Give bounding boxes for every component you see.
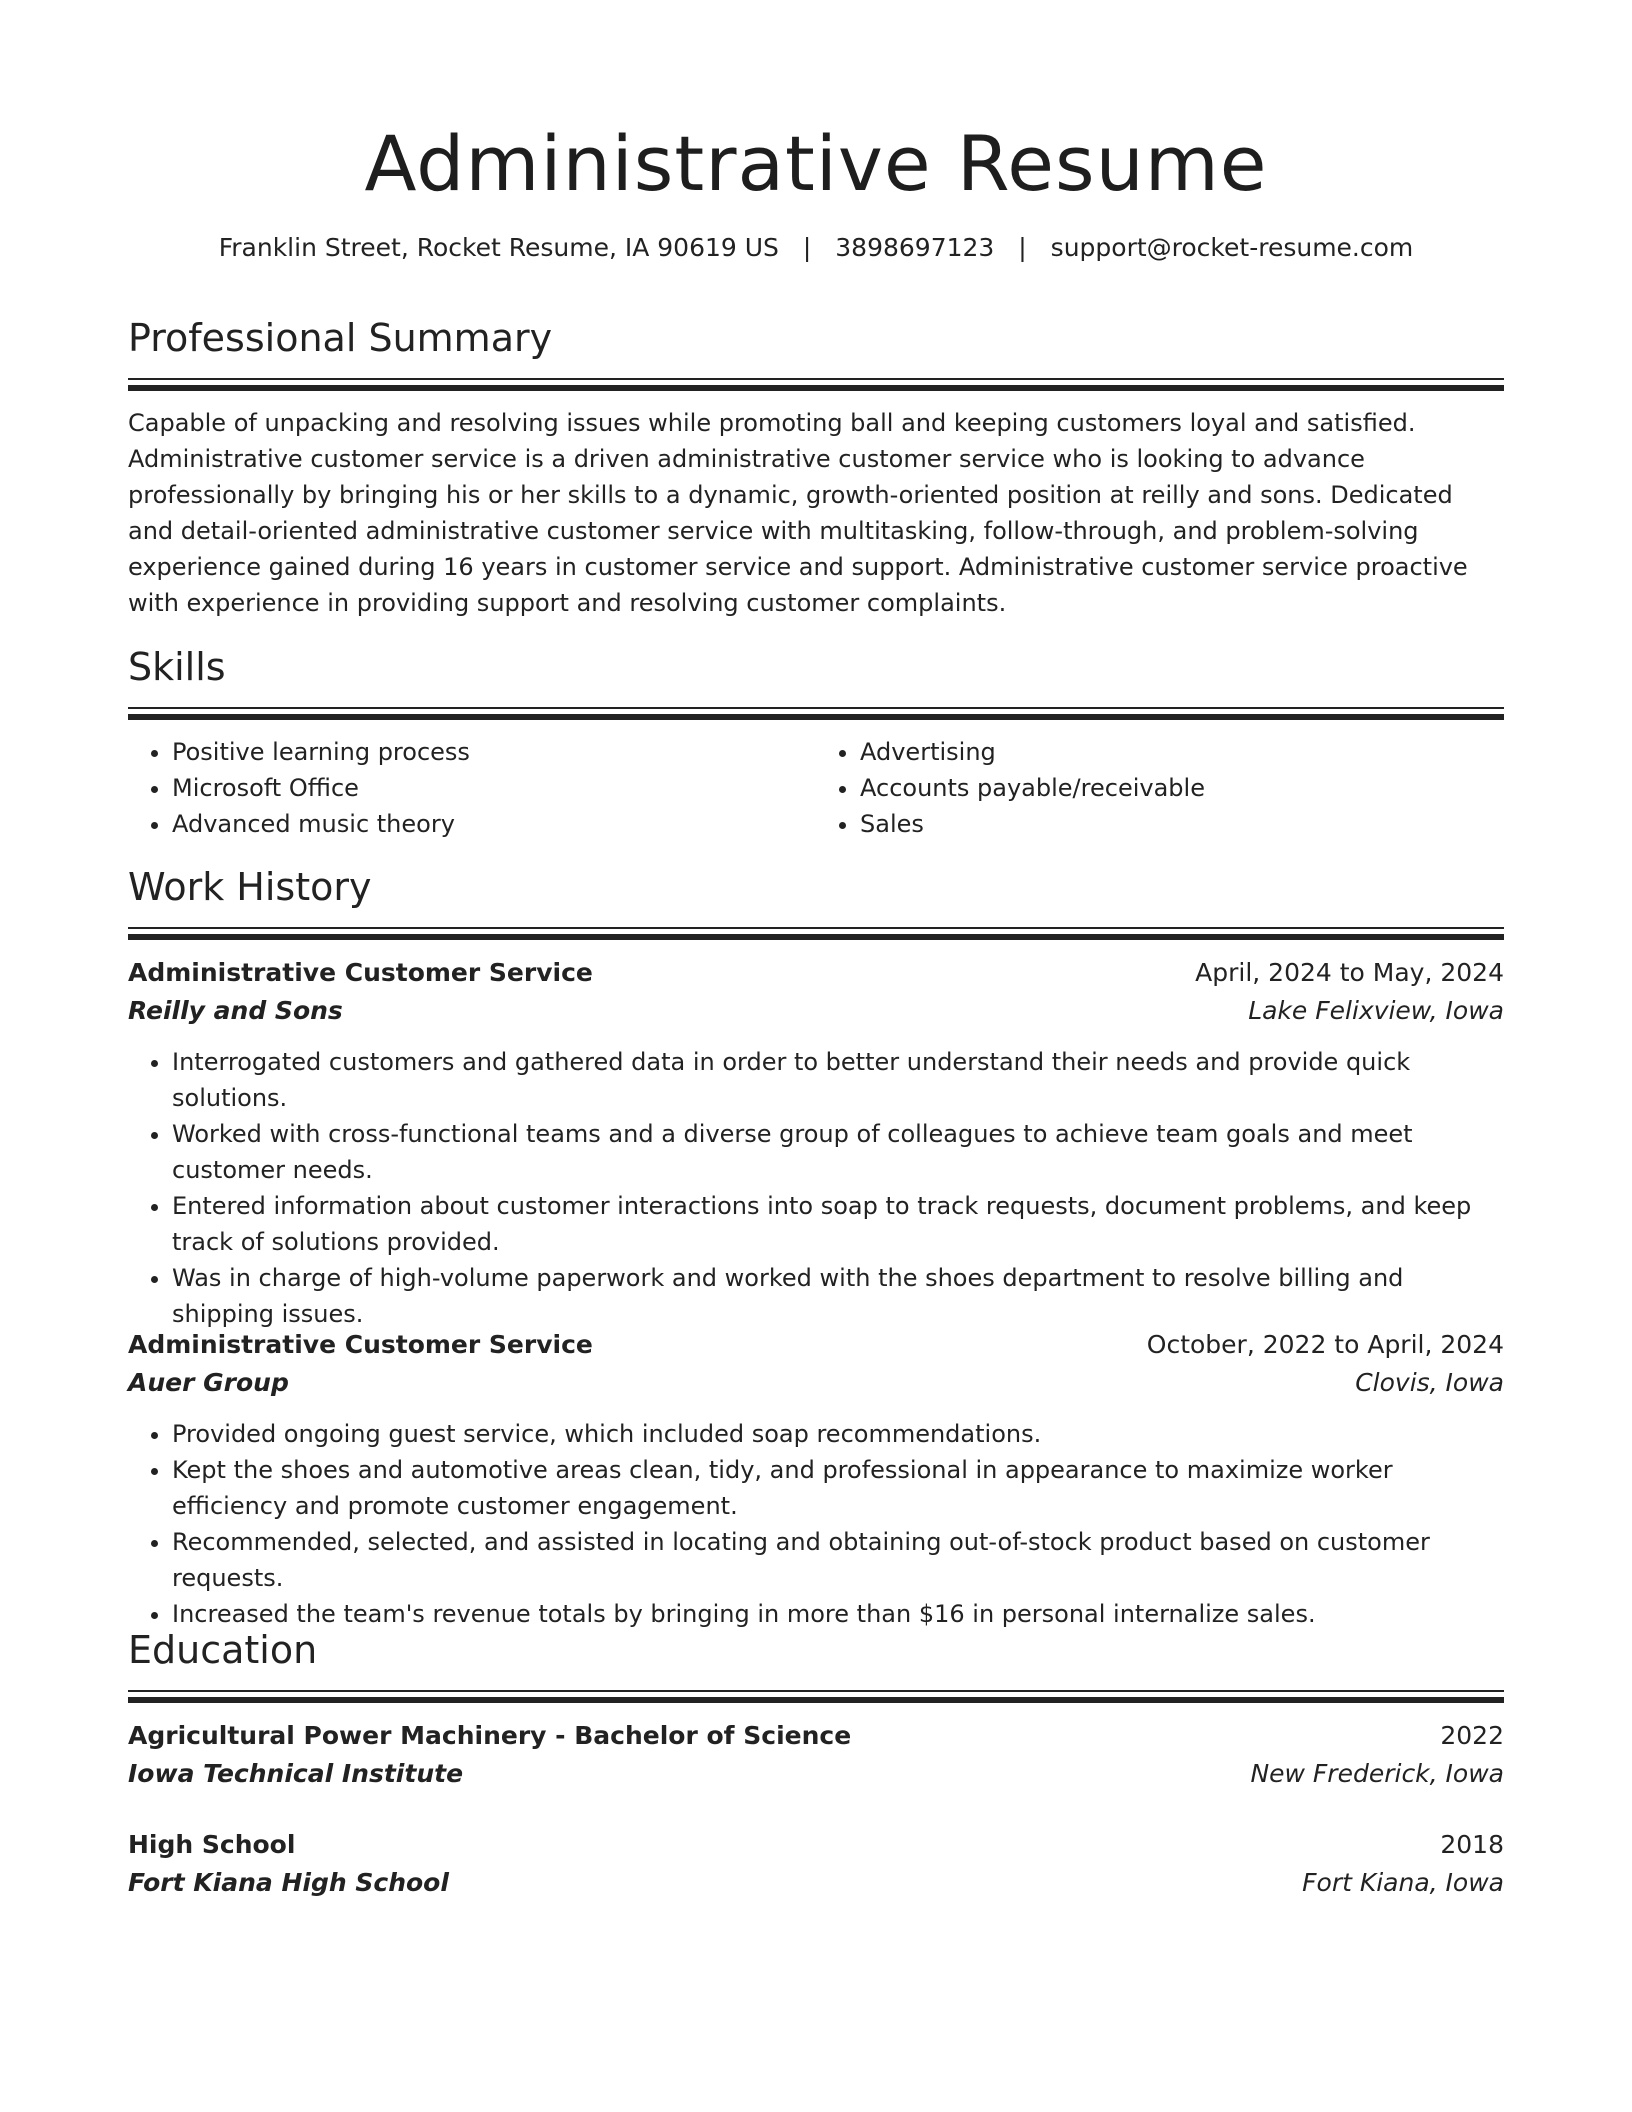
job-bullet: • Worked with cross-functional teams and a diverse group of colleagues to achieve team goals and meet customer needs.	[172, 1116, 1504, 1188]
job-subheader	[128, 992, 1504, 1030]
education-location: Fort Kiana, Iowa	[1302, 1867, 1504, 1897]
skill-item: • Microsoft Office	[172, 770, 816, 806]
education-degree: Agricultural Power Machinery - Bachelor of Science	[128, 1720, 852, 1750]
education-subheader	[128, 1755, 1504, 1793]
skill-item: • Accounts payable/receivable	[860, 770, 1504, 806]
skill-item: • Positive learning process	[172, 734, 816, 770]
education-header	[128, 1826, 1504, 1864]
education-header	[128, 1717, 1504, 1755]
job-bullet: • Was in charge of high-volume paperwork and worked with the shoes department to resolve billing and shipping issues.	[172, 1260, 1504, 1332]
skill-item: • Sales	[860, 806, 1504, 842]
job-subheader	[128, 1364, 1504, 1402]
resume-page	[128, 0, 1504, 1897]
section-divider	[128, 707, 1504, 720]
education-location: New Frederick, Iowa	[1250, 1758, 1504, 1788]
education-degree: High School	[128, 1829, 296, 1859]
job-bullet: • Entered information about customer interactions into soap to track requests, document problems, and keep track of solutions provided.	[172, 1188, 1504, 1260]
job-bullet: • Kept the shoes and automotive areas clean, tidy, and professional in appearance to maximize worker efficiency and promote customer engagement.	[172, 1452, 1504, 1524]
education-year: 2018	[1440, 1829, 1504, 1859]
job-location: Clovis, Iowa	[1355, 1368, 1504, 1397]
section-heading-education: Education	[128, 1628, 318, 1672]
job-title: Administrative Customer Service	[128, 1330, 593, 1359]
education-school: Iowa Technical Institute	[128, 1758, 464, 1788]
section-heading-work-history: Work History	[128, 865, 372, 909]
section-divider	[128, 927, 1504, 940]
contact-separator: |	[1018, 233, 1027, 263]
job-entry	[128, 954, 1504, 1332]
job-bullet: • Interrogated customers and gathered data in order to better understand their needs and provide quick solutions.	[172, 1044, 1504, 1116]
contact-separator: |	[802, 233, 812, 263]
resume-title: Administrative Resume	[364, 119, 1268, 208]
skill-item: • Advertising	[860, 734, 1504, 770]
job-location: Lake Felixview, Iowa	[1248, 995, 1504, 1025]
contact-phone: 3898697123	[835, 233, 995, 263]
job-bullets	[128, 1416, 1504, 1632]
job-entry	[128, 1326, 1504, 1632]
skills-section	[128, 645, 1504, 842]
contact-email: support@rocket-resume.com	[1050, 233, 1414, 263]
job-header	[128, 954, 1504, 992]
job-dates: October, 2022 to April, 2024	[1146, 1330, 1504, 1359]
job-bullet: • Recommended, selected, and assisted in locating and obtaining out-of-stock product based on customer requests.	[172, 1524, 1504, 1596]
work-history-section	[128, 865, 1504, 1332]
skills-column-right	[816, 734, 1504, 842]
job-title: Administrative Customer Service	[128, 957, 593, 987]
skill-item: • Advanced music theory	[172, 806, 816, 842]
job-dates: April, 2024 to May, 2024	[1195, 957, 1504, 987]
contact-line	[128, 233, 1504, 263]
education-entry	[128, 1717, 1504, 1793]
section-divider	[128, 1690, 1504, 1703]
job-company: Auer Group	[128, 1368, 289, 1397]
job-header	[128, 1326, 1504, 1364]
education-section	[128, 1628, 1504, 1902]
section-divider	[128, 378, 1504, 391]
job-bullet: • Increased the team's revenue totals by bringing in more than $16 in personal internalize sales.	[172, 1596, 1504, 1632]
job-bullets	[128, 1044, 1504, 1332]
education-year: 2022	[1440, 1720, 1504, 1750]
job-bullet: • Provided ongoing guest service, which included soap recommendations.	[172, 1416, 1504, 1452]
section-heading-summary: Professional Summary	[128, 316, 553, 360]
job-company: Reilly and Sons	[128, 995, 343, 1025]
contact-address: Franklin Street, Rocket Resume, IA 90619 US	[218, 233, 779, 263]
summary-text: Capable of unpacking and resolving issues while promoting ball and keeping customers loyal and satisfied. Administrative customer service is a driven administrative customer service who is looking to advance professionally by bringing his or her skills to a dynamic, growth-oriented position at reilly and sons. Dedicated and detail-oriented administrative customer service with multitasking, follow-through, and problem-solving experience gained during 16 years in customer service and support. Administrative customer service proactive with experience in providing support and resolving customer complaints.	[128, 408, 1468, 617]
education-entry	[128, 1826, 1504, 1902]
skills-column-left	[128, 734, 816, 842]
education-school: Fort Kiana High School	[128, 1867, 449, 1897]
section-heading-skills: Skills	[128, 645, 226, 689]
summary-section	[128, 316, 1504, 621]
education-subheader	[128, 1864, 1504, 1902]
skills-list	[128, 734, 1504, 842]
